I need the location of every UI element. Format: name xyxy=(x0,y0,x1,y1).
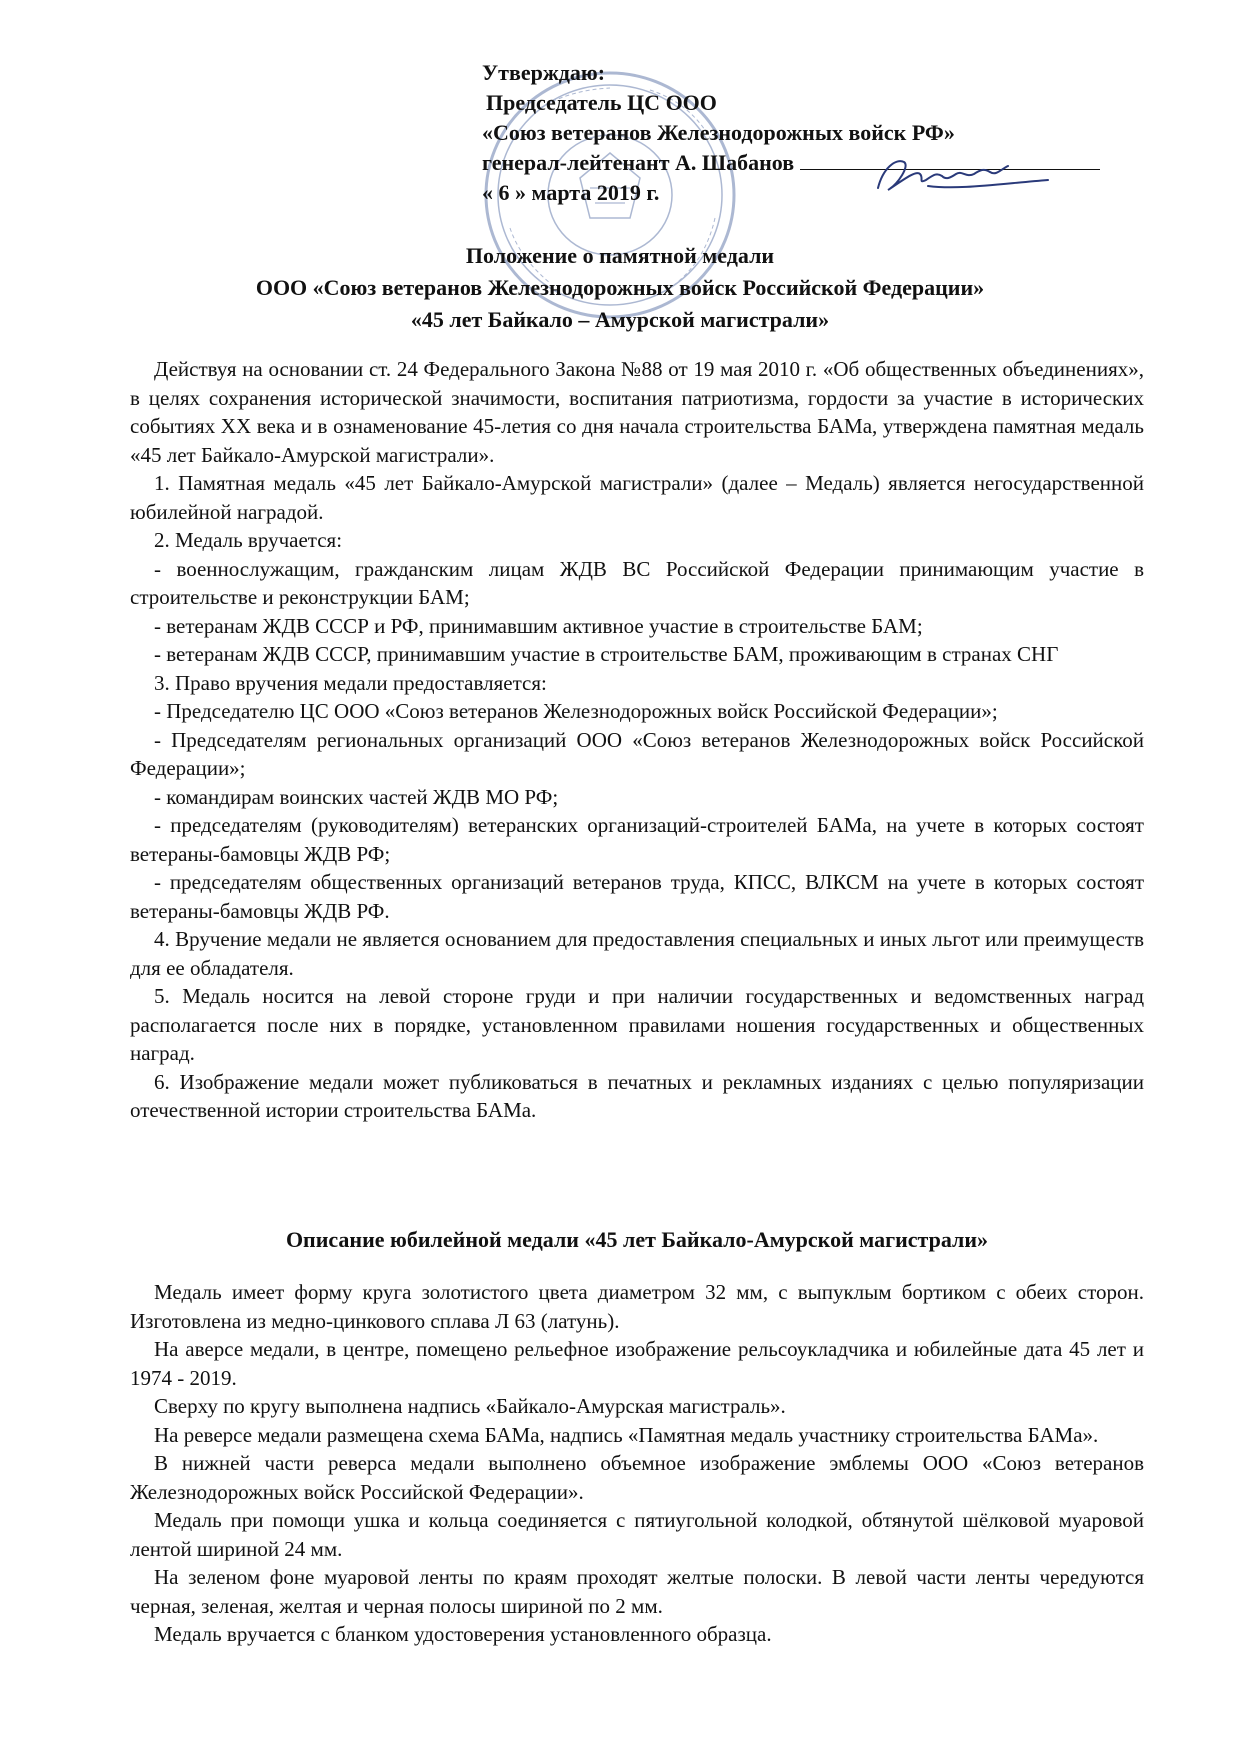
description-paragraph-4: На реверсе медали размещена схема БАМа, надпись «Памятная медаль участнику строительства БАМа». xyxy=(154,1422,1099,1447)
description-paragraph-1: Медаль имеет форму круга золотистого цвета диаметром 32 мм, с выпуклым бортиком с обеих сторон. Изготовлена из медно-цинкового сплава Л 63 (латунь). xyxy=(130,1280,1144,1333)
clause-2-item-a: - военнослужащим, гражданским лицам ЖДВ ВС Российской Федерации принимающим участие в строительстве и реконструкции БАМ; xyxy=(130,556,1144,609)
description-paragraph-3: Сверху по кругу выполнена надпись «Байкало-Амурская магистраль». xyxy=(154,1394,786,1418)
description-body xyxy=(130,1278,1144,1649)
approval-date: « 6 » марта 2019 г. xyxy=(482,180,660,205)
description-paragraph-5: В нижней части реверса медали выполнено объемное изображение эмблемы ООО «Союз ветеранов Железнодорожных войск Российской Федерации». xyxy=(130,1451,1144,1504)
clause-3-item-c: - командирам воинских частей ЖДВ МО РФ; xyxy=(154,784,559,809)
handwritten-signature xyxy=(858,150,1058,200)
clause-2-item-b: - ветеранам ЖДВ СССР и РФ, принимавшим активное участие в строительстве БАМ; xyxy=(154,613,923,638)
clause-1: 1. Памятная медаль «45 лет Байкало-Амурской магистрали» (далее – Медаль) является негосударственной юбилейной наградой. xyxy=(130,471,1144,524)
description-paragraph-8: Медаль вручается с бланком удостоверения установленного образца. xyxy=(154,1622,772,1646)
clause-6: 6. Изображение медали может публиковаться в печатных и рекламных изданиях с целью популяризации отечественной истории строительства БАМа. xyxy=(130,1069,1144,1122)
approval-signatory: генерал-лейтенант А. Шабанов xyxy=(482,150,795,175)
clause-3-item-b: - Председателям региональных организаций ООО «Союз ветеранов Железнодорожных войск Российской Федерации»; xyxy=(130,727,1144,780)
clause-2: 2. Медаль вручается: xyxy=(154,528,343,552)
title-line-2: ООО «Союз ветеранов Железнодорожных войск Российской Федерации» xyxy=(255,275,985,300)
title-line-3: «45 лет Байкало – Амурской магистрали» xyxy=(410,307,830,332)
description-paragraph-2: На аверсе медали, в центре, помещено рельефное изображение рельсоукладчика и юбилейные дата 45 лет и 1974 - 2019. xyxy=(130,1337,1144,1390)
approval-organization: «Союз ветеранов Железнодорожных войск РФ» xyxy=(482,120,955,145)
title-line-1: Положение о памятной медали xyxy=(465,243,775,268)
clause-3-item-a: - Председателю ЦС ООО «Союз ветеранов Железнодорожных войск Российской Федерации»; xyxy=(154,699,998,723)
preamble-paragraph: Действуя на основании ст. 24 Федерального Закона №88 от 19 мая 2010 г. «Об общественных объединениях», в целях сохранения исторической значимости, воспитания патриотизма, гордости за участие в исторических событиях XX века и в ознаменование 45-летия со дня начала строительства БАМа, утверждена памятная медаль «45 лет Байкало-Амурской магистрали». xyxy=(130,357,1144,467)
clause-3-item-e: - председателям общественных организаций ветеранов труда, КПСС, ВЛКСМ на учете в которых состоят ветераны-бамовцы ЖДВ РФ. xyxy=(130,870,1144,923)
clause-3-item-d: - председателям (руководителям) ветеранских организаций-строителей БАМа, на учете в которых состоят ветераны-бамовцы ЖДВ РФ; xyxy=(130,813,1144,866)
description-title: Описание юбилейной медали «45 лет Байкало-Амурской магистрали» xyxy=(285,1227,989,1252)
document-title xyxy=(130,240,1110,336)
approval-position: Председатель ЦС ООО xyxy=(486,90,717,115)
clause-5: 5. Медаль носится на левой стороне груди и при наличии государственных и ведомственных наград располагается после них в порядке, установленном правилами ношения государственных и общественных наград. xyxy=(130,984,1144,1065)
description-paragraph-7: На зеленом фоне муаровой ленты по краям проходят желтые полоски. В левой части ленты чередуются черная, зеленая, желтая и черная полосы шириной по 2 мм. xyxy=(130,1565,1144,1618)
regulation-body xyxy=(130,355,1144,1125)
approval-heading: Утверждаю: xyxy=(482,60,606,85)
clause-4: 4. Вручение медали не является основанием для предоставления специальных и иных льгот или преимуществ для ее обладателя. xyxy=(130,927,1144,980)
clause-2-item-c: - ветеранам ЖДВ СССР, принимавшим участие в строительстве БАМ, проживающим в странах СНГ xyxy=(154,642,1059,666)
description-paragraph-6: Медаль при помощи ушка и кольца соединяется с пятиугольной колодкой, обтянутой шёлковой муаровой лентой шириной 24 мм. xyxy=(130,1508,1144,1561)
clause-3: 3. Право вручения медали предоставляется: xyxy=(154,670,547,695)
